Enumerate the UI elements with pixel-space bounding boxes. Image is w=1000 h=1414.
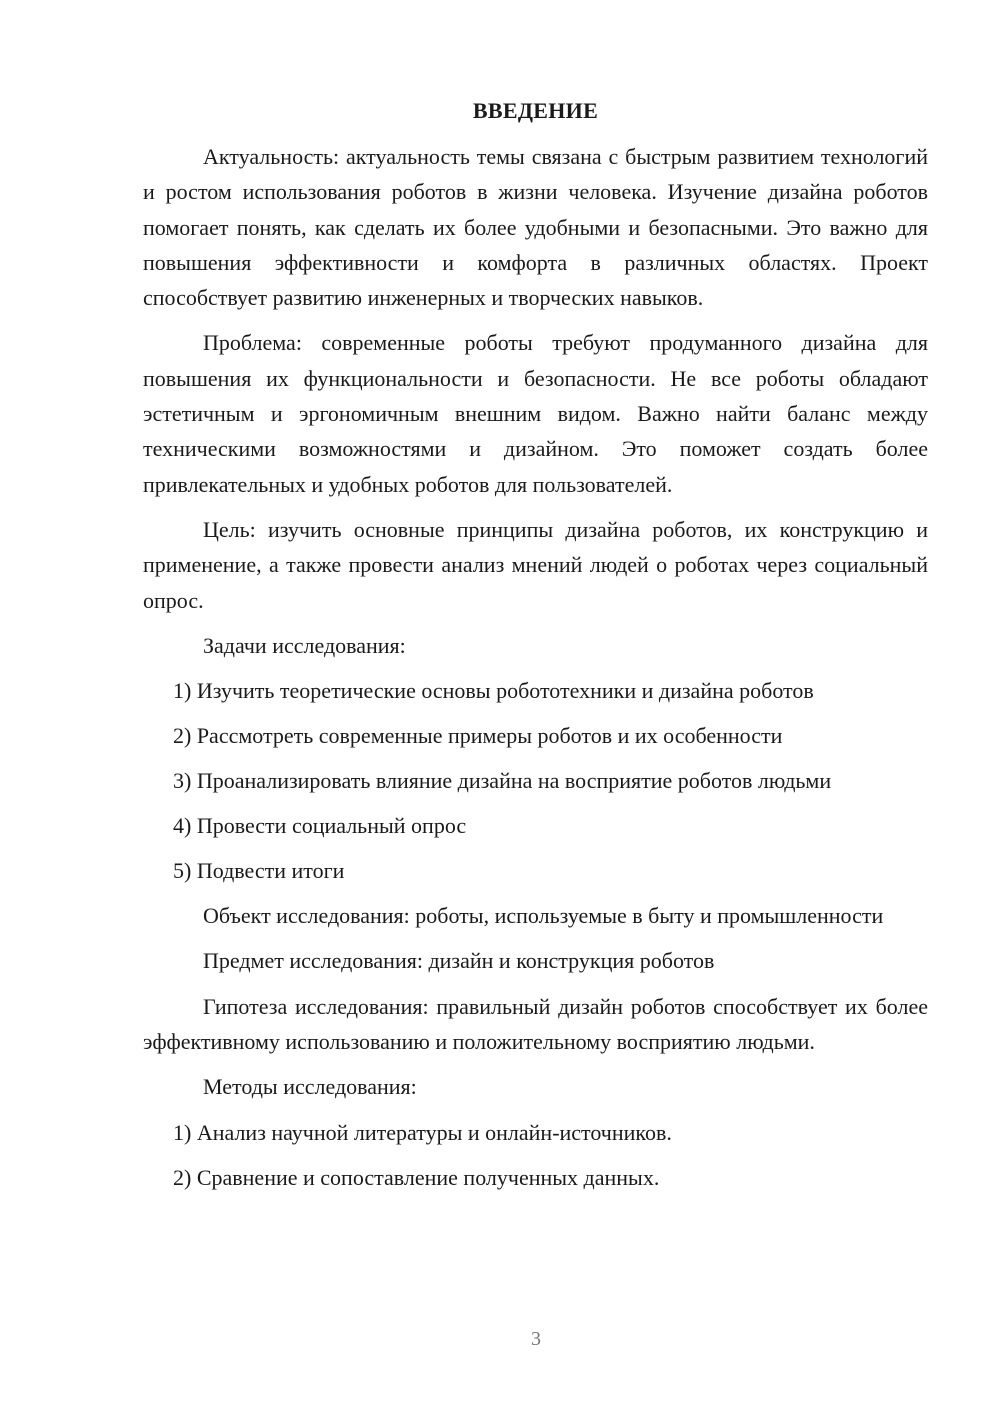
task-item-4: 4) Провести социальный опрос <box>173 813 467 839</box>
task-item-1: 1) Изучить теоретические основы робототехники и дизайна роботов <box>173 678 814 704</box>
paragraph-relevance: Актуальность: актуальность темы связана с быстрым развитием технологий и ростом использования роботов в жизни человека. Изучение дизайна роботов помогает понять, как сделать их более удобными и безопасными. Это важно для повышения эффективности и комфорта в различных областях. Проект способствует развитию инженерных и творческих навыков. <box>143 144 928 311</box>
method-item-2: 2) Сравнение и сопоставление полученных данных. <box>173 1164 660 1190</box>
paragraph-object: Объект исследования: роботы, используемые в быту и промышленности <box>203 903 884 929</box>
paragraph-subject: Предмет исследования: дизайн и конструкция роботов <box>203 948 715 974</box>
paragraph-problem: Проблема: современные роботы требуют продуманного дизайна для повышения их функциональности и безопасности. Не все роботы обладают эстетичным и эргономичным внешним видом. Важно найти баланс между техническими возможностями и дизайном. Это поможет создать более привлекательных и удобных роботов для пользователей. <box>143 330 928 497</box>
section-title: ВВЕДЕНИЕ <box>472 98 599 123</box>
paragraph-goal: Цель: изучить основные принципы дизайна роботов, их конструкцию и применение, а также провести анализ мнений людей о роботах через социальный опрос. <box>143 516 928 613</box>
tasks-heading: Задачи исследования: <box>203 632 406 658</box>
task-item-3: 3) Проанализировать влияние дизайна на восприятие роботов людьми <box>173 768 832 794</box>
methods-heading: Методы исследования: <box>203 1074 417 1100</box>
page-content <box>143 96 928 1205</box>
method-item-1: 1) Анализ научной литературы и онлайн-источников. <box>173 1119 672 1145</box>
paragraph-hypothesis: Гипотеза исследования: правильный дизайн роботов способствует их более эффективному использованию и положительному восприятию людьми. <box>143 993 928 1055</box>
task-item-2: 2) Рассмотреть современные примеры роботов и их особенности <box>173 723 783 749</box>
task-item-5: 5) Подвести итоги <box>173 858 345 884</box>
page-number: 3 <box>531 1328 541 1350</box>
